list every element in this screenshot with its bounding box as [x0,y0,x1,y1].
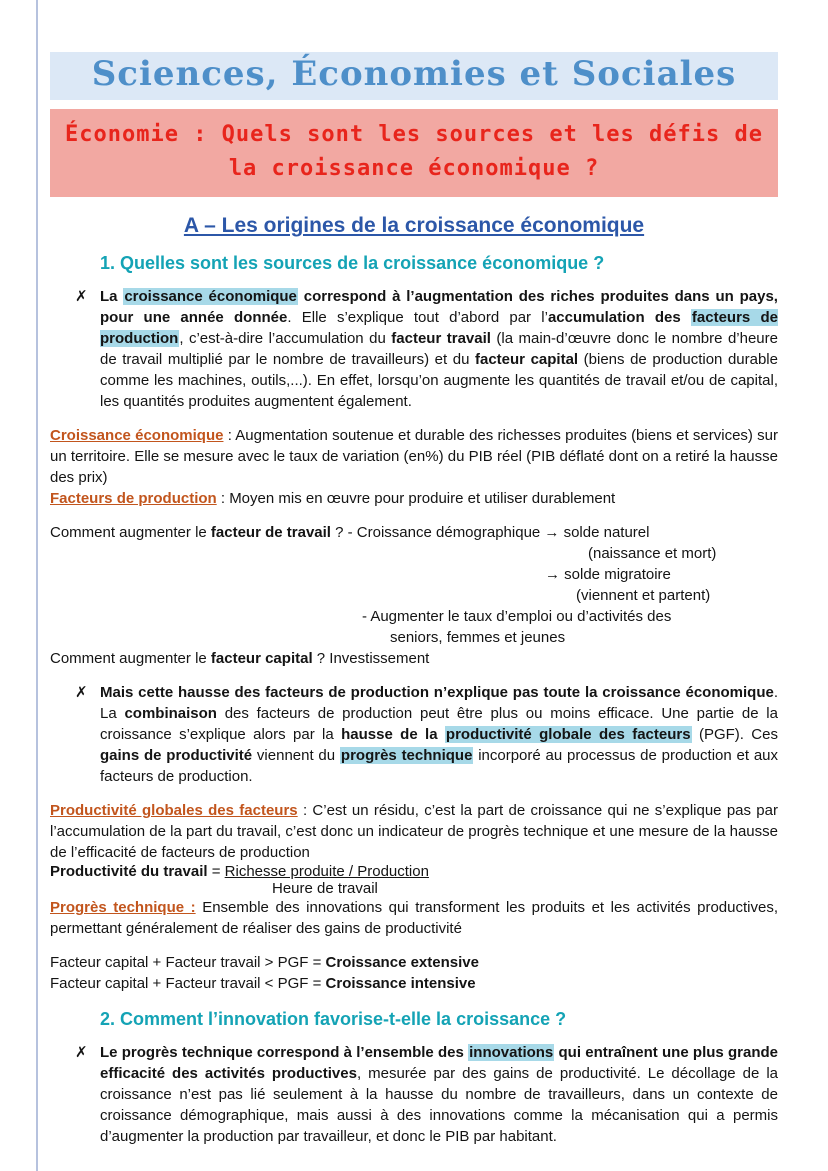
solde-migratoire-detail: (viennent et partent) [576,587,711,605]
factor-travail-question-line: Comment augmenter le facteur de travail ? - Croissance démographique → solde naturel [50,524,650,542]
definitions-block-2 [50,800,778,939]
croissance-intensive-equation: Facteur capital + Facteur travail < PGF = Croissance intensive [50,975,476,993]
bullet-point-1 [75,286,778,412]
chapter-title-line-1: Économie : Quels sont les sources et les défis de [64,122,763,147]
course-title-banner [50,52,778,100]
cross-bullet-icon: ✗ [75,288,88,306]
formula-denominator: Heure de travail [272,880,378,898]
chapter-title-line-2: la croissance économique ? [228,156,600,182]
taux-emploi-line: - Augmenter le taux d’emploi ou d’activités des [362,608,672,626]
cross-bullet-icon: ✗ [75,684,88,702]
section-a-heading: A – Les origines de la croissance économique [183,214,645,238]
productivite-travail-formula: Productivité du travail = Richesse produite / Production [50,863,429,881]
growth-equations [50,952,778,994]
croissance-extensive-equation: Facteur capital + Facteur travail > PGF = Croissance extensive [50,954,479,972]
question-2-heading: 2. Comment l’innovation favorise-t-elle la croissance ? [100,1009,567,1030]
bullet-point-3 [75,1042,778,1147]
chapter-banner [50,109,778,197]
cross-bullet-icon: ✗ [75,1044,88,1062]
bullet-2-text: Mais cette hausse des facteurs de production n’explique pas toute la croissance économique. La combinaison des facteurs de production peut être plus ou moins efficace. Une partie de la croissance s’explique alors par la hausse de la productivité globale des facteurs (PGF). Ces gains de productivité viennent du progrès technique incorporé au processus de production et aux facteurs de production. [100,684,778,786]
factor-capital-question-line: Comment augmenter le facteur capital ? Investissement [50,650,430,668]
definition-progres-technique: Progrès technique : Ensemble des innovations qui transforment les produits et les activités productives, permettant généralement de réaliser des gains de productivité [50,899,778,938]
definition-facteurs-production: Facteurs de production : Moyen mis en œuvre pour produire et utiliser durablement [50,490,616,508]
bullet-point-2 [75,682,778,787]
solde-naturel-detail: (naissance et mort) [588,545,717,563]
course-title: Sciences, Économies et Sociales [91,54,737,94]
solde-migratoire-line: → solde migratoire [545,566,671,584]
definition-croissance-economique: Croissance économique : Augmentation soutenue et durable des richesses produites (biens et services) sur un territoire. Elle se mesure avec le taux de variation (en%) du PIB réel (PIB déflaté dont on a retiré la hausse des prix) [50,427,779,487]
definition-pgf: Productivité globales des facteurs : C’est un résidu, c’est la part de croissance qui ne s’explique pas par l’accumulation de la part du travail, c’est donc un indicateur de progrès technique et une mesure de la hausse de l’efficacité de facteurs de production [50,802,778,862]
factor-augmentation-notes [50,522,778,669]
definitions-block-1 [50,425,778,509]
bullet-1-text: La croissance économique correspond à l’augmentation des riches produites dans un pays, pour une année donnée. Elle s’explique tout d’abord par l’accumulation des facteurs de production, c’est-à-dire l’accumulation du facteur travail (la main-d’œuvre donc le nombre d’heure de travail multiplié par le nombre de travailleurs) et du facteur capital (biens de production durable comme les machines, outils,...). En effet, lorsqu’on augmente les quantités de travail et/ou de capital, les quantités produites augmentent également. [100,288,778,411]
bullet-3-text: Le progrès technique correspond à l’ensemble des innovations qui entraînent une plus grande efficacité des activités productives, mesurée par des gains de productivité. Le décollage de la croissance n’est pas lié seulement à la hausse du nombre de travailleurs, dans un contexte de croissance démographique, mais aussi à des innovations comme la mécanisation qui a permis d’augmenter la production par travailleur, et donc le PIB par habitant. [100,1044,779,1146]
taux-emploi-line-2: seniors, femmes et jeunes [390,629,566,647]
question-1-heading: 1. Quelles sont les sources de la croissance économique ? [100,253,605,274]
